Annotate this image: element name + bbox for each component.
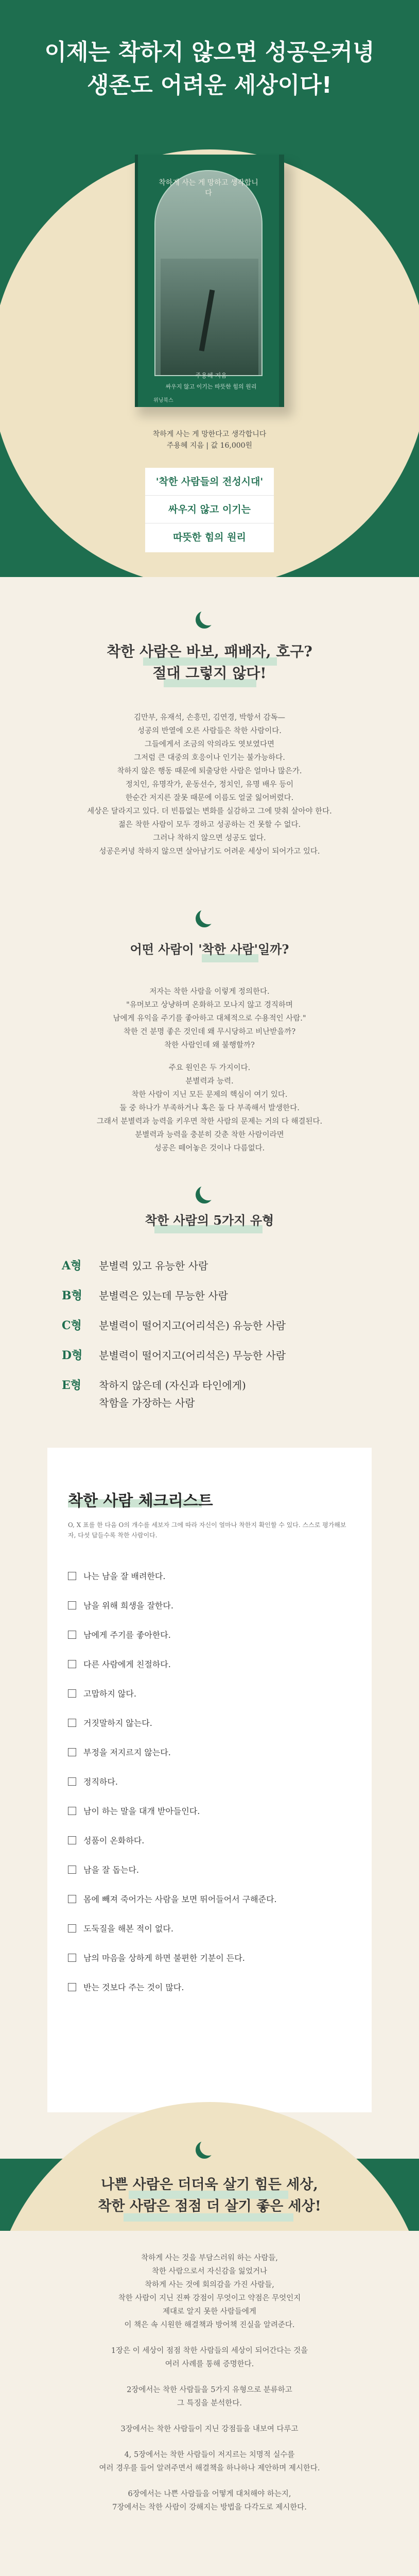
body-line — [0, 1052, 419, 1061]
hero-section — [0, 0, 419, 577]
section1-body — [0, 711, 419, 858]
section2-heading: 어떤 사람이 '착한 사람'일까? — [130, 942, 289, 957]
book-cover-subtitle: 싸우지 않고 이기는 따뜻한 힘의 원리 — [165, 383, 257, 390]
checklist-title: 착한 사람 체크리스트 — [68, 1492, 213, 1510]
body-line: 2장에서는 착한 사람들을 5가지 유형으로 분류하고 — [127, 2386, 292, 2394]
checklist-item-label: 고맙하지 않다. — [83, 1689, 136, 1699]
section1-heading — [0, 641, 419, 684]
checklist-item[interactable] — [68, 1737, 351, 1767]
type-description: 분별력이 떨어지고(어리석은) 유능한 사람 — [99, 1319, 286, 1332]
checklist-item[interactable] — [68, 1972, 351, 2002]
checklist-item-label: 부정을 저지르지 않는다. — [83, 1748, 171, 1757]
checklist-item-label: 남이 하는 말을 대개 받아들인다. — [83, 1806, 200, 1816]
type-description-line: 착하지 않은데 (자신과 타인에게) — [99, 1379, 246, 1392]
type-row — [62, 1287, 371, 1304]
type-letter: A형 — [62, 1259, 82, 1273]
body-line: 착한 사람이 지닌 모든 문제의 핵심이 여기 있다. — [131, 1091, 288, 1099]
body-line: 그 특징을 분석한다. — [177, 2399, 242, 2408]
checklist-item-label: 남을 잘 돕는다. — [83, 1865, 139, 1875]
body-line: 성공은커녕 착하지 않으면 살아남기도 어려운 세상이 되어가고 있다. — [99, 848, 320, 856]
crescent-moon-icon — [200, 1183, 217, 1200]
tagline-box — [145, 468, 274, 552]
checklist-item-label: 남의 마음을 상하게 하면 불편한 기분이 든다. — [83, 1953, 245, 1963]
body-line: 착한 사람으로서 자신감을 잃었거나 — [152, 2267, 267, 2276]
checkbox[interactable] — [68, 1895, 76, 1903]
type-letter: E형 — [62, 1379, 82, 1392]
checkbox[interactable] — [68, 1601, 76, 1609]
body-line: 젊은 착한 사람이 모두 경하고 성공하는 건 못할 수 없다. — [118, 821, 301, 829]
hero-title-line1: 이제는 착하지 않으면 성공은커녕 — [44, 39, 375, 65]
tagline-line: 따뜻한 힘의 원리 — [173, 532, 246, 543]
body-line: 제대로 알지 못한 사람들에게 — [163, 2308, 256, 2316]
body-line — [0, 2371, 419, 2383]
checklist-item[interactable] — [68, 1884, 351, 1913]
section4-heading-line2: 착한 사람은 점점 더 살기 좋은 세상! — [98, 2198, 321, 2214]
checkbox[interactable] — [68, 1807, 76, 1815]
checkbox[interactable] — [68, 1748, 76, 1756]
body-line: 분별력과 능력을 충분히 갖춘 착한 사람이라면 — [135, 1131, 284, 1139]
checklist-items — [68, 1561, 351, 2002]
checklist-item[interactable] — [68, 1620, 351, 1649]
book-cover-title: 착하게 사는 게 망하고 생각합니다 — [159, 179, 258, 197]
type-row — [62, 1257, 371, 1275]
checklist-item[interactable] — [68, 1767, 351, 1796]
hero-title-line2: 생존도 어려운 세상이다! — [87, 72, 332, 98]
section2-body — [0, 985, 419, 1155]
checkbox[interactable] — [68, 1689, 76, 1698]
checklist-item[interactable] — [68, 1796, 351, 1825]
checklist-item-label: 성품이 온화하다. — [83, 1836, 145, 1845]
body-line: 그저럼 큰 대중의 호응이나 인기는 불가능하다. — [134, 754, 285, 762]
checkbox[interactable] — [68, 1836, 76, 1844]
checklist-item-label: 남에게 주기를 좋아한다. — [83, 1630, 171, 1640]
body-line — [0, 2410, 419, 2422]
checklist-item[interactable] — [68, 1943, 351, 1972]
body-line — [0, 2475, 419, 2487]
type-row — [62, 1347, 371, 1364]
checkbox[interactable] — [68, 1924, 76, 1933]
crescent-moon-icon — [200, 907, 217, 924]
body-line: 여러 경우를 들어 알려주면서 해결책을 하나하나 제안하며 제시한다. — [99, 2464, 320, 2472]
type-letter: C형 — [62, 1319, 82, 1332]
checklist-item[interactable] — [68, 1561, 351, 1590]
checklist-item[interactable] — [68, 1913, 351, 1943]
type-description: 분별력이 떨어지고(어리석은) 무능한 사람 — [99, 1349, 286, 1362]
body-line: 정치인, 유명작가, 운동선수, 정치인, 유명 배우 등이 — [125, 781, 294, 789]
body-line — [0, 2332, 419, 2344]
crescent-moon-icon — [200, 608, 217, 625]
checkbox[interactable] — [68, 1660, 76, 1668]
body-line: 착한 사람이 지닌 진짜 강점이 무엇이고 약점은 무엇인지 — [118, 2294, 301, 2302]
section4-heading-line1: 나쁜 사람은 더더욱 살기 힘든 세상, — [101, 2177, 318, 2193]
body-line: 이 책은 속 시원한 해결책과 방어책 진실을 알려준다. — [124, 2321, 295, 2329]
checkbox[interactable] — [68, 1866, 76, 1874]
checkbox[interactable] — [68, 1777, 76, 1786]
body-line: 남에게 유익을 주기를 좋아하고 대체적으로 수용적인 사람." — [113, 1014, 306, 1023]
body-line: 둘 중 하나가 부족하거나 혹은 둘 다 부족해서 발생한다. — [119, 1104, 300, 1112]
type-description: 분별력 있고 유능한 사람 — [99, 1260, 208, 1272]
section4-heading — [0, 2174, 419, 2217]
checklist-item[interactable] — [68, 1649, 351, 1679]
body-line: 착한 건 분명 좋은 것인데 왜 무시당하고 비난받을까? — [123, 1028, 296, 1036]
body-line: 그래서 분별력과 능력을 키우면 착한 사람의 문제는 거의 다 해결된다. — [96, 1117, 323, 1126]
body-line: 4, 5장에서는 착한 사람들이 저지르는 치명적 실수를 — [124, 2451, 295, 2459]
body-line: 그들에게서 조금의 악의라도 엿보였다면 — [145, 740, 274, 749]
checklist-item[interactable] — [68, 1855, 351, 1884]
checklist-item-label: 다른 사람에게 친절하다. — [83, 1659, 171, 1669]
checklist-item-label: 몸에 빼져 죽어가는 사람을 보면 뛰어들어서 구해준다. — [83, 1894, 277, 1904]
checklist-description: O, X 표를 한 다음 O의 개수를 세보자 그에 따라 자신이 얼마나 착한지 확인할 수 있다. 스스로 평가해보자, 다섯 답들수록 착한 사람이다. — [68, 1521, 346, 1539]
body-line: 분별력과 능력. — [185, 1077, 234, 1086]
body-line: 세상은 달라지고 있다. 더 빈틈없는 변화를 실감하고 그에 맞춰 살아야 한다. — [87, 807, 332, 816]
hero-title — [0, 36, 419, 102]
type-row — [62, 1377, 371, 1412]
body-line: 한순간 저지른 잘못 때문에 이름도 얼굴 잃어버렸다. — [125, 794, 294, 802]
body-line: 여러 사례를 통해 증명한다. — [165, 2360, 254, 2368]
section1-heading-line2: 절대 그렇지 않다! — [152, 665, 267, 682]
book-cover-publisher: 위닝북스 — [153, 398, 173, 403]
checklist-item[interactable] — [68, 1590, 351, 1620]
types-list — [62, 1257, 371, 1424]
checklist-item[interactable] — [68, 1679, 351, 1708]
body-line: 성공은 떼어놓은 것이나 다름없다. — [154, 1144, 265, 1153]
body-line: 저자는 착한 사람을 이렇게 정의한다. — [149, 988, 270, 996]
body-line: 6장에서는 나쁜 사람들을 어떻게 대처해야 하는지, — [128, 2490, 291, 2498]
checklist-item-label: 정직하다. — [83, 1777, 118, 1787]
body-line: "유머보고 상냥하며 온화하고 모나지 않고 경직하며 — [126, 1001, 293, 1009]
body-line: 주요 원인은 두 가지이다. — [168, 1064, 251, 1072]
checkbox[interactable] — [68, 1719, 76, 1727]
body-line: 김만부, 유재석, 손흥민, 김연경, 박항서 감독— — [133, 714, 286, 722]
checklist-item-label: 나는 남을 잘 배려한다. — [83, 1571, 166, 1581]
section1-heading-line1: 착한 사람은 바보, 패배자, 호구? — [107, 643, 312, 660]
checklist-item[interactable] — [68, 1825, 351, 1855]
body-line — [0, 2436, 419, 2448]
checklist-card — [47, 1448, 372, 2112]
type-letter: B형 — [62, 1289, 82, 1302]
checkbox[interactable] — [68, 1983, 76, 1991]
body-line: 성공의 반열에 오른 사람들은 착한 사람이다. — [137, 727, 282, 735]
book-spine — [135, 155, 138, 407]
section4-body — [0, 2251, 419, 2514]
checklist-item-label: 도둑질을 해본 적이 없다. — [83, 1924, 173, 1934]
book-caption-price: 주용혜 지음 | 값 16,000원 — [166, 442, 253, 450]
checklist-item-label: 거짓말하지 않는다. — [83, 1718, 152, 1728]
body-line: 7장에서는 착한 사람이 강해지는 방법을 다각도로 제시한다. — [112, 2503, 307, 2512]
type-description-line: 착함을 가장하는 사람 — [99, 1397, 195, 1409]
tagline-line: 싸우지 않고 이기는 — [145, 496, 274, 523]
body-line: 착하게 사는 것에 회의감을 가진 사람들, — [145, 2281, 274, 2289]
type-description: 분별력은 있는데 무능한 사람 — [99, 1290, 228, 1302]
type-letter: D형 — [62, 1349, 83, 1362]
body-line: 그러나 착하지 않으면 성공도 없다. — [153, 834, 266, 842]
book-cover-author: 주용혜 지음 — [195, 372, 227, 379]
book-caption — [0, 429, 419, 451]
type-description — [99, 1377, 246, 1412]
type-row — [62, 1317, 371, 1334]
body-line: 착하지 않은 행동 때문에 퇴출당한 사람은 얼마나 많은가. — [117, 767, 302, 775]
checkbox[interactable] — [68, 1572, 76, 1580]
checklist-item[interactable] — [68, 1708, 351, 1737]
checkbox[interactable] — [68, 1954, 76, 1962]
tagline-line: '착한 사람들의 전성시대' — [145, 468, 274, 496]
book-caption-title: 착하게 사는 게 망한다고 생각합니다 — [152, 430, 267, 438]
body-line: 1장은 이 세상이 점점 착한 사람들의 세상이 되어간다는 것을 — [111, 2347, 308, 2355]
body-line: 3장에서는 착한 사람들이 지닌 강점들을 내보여 다루고 — [120, 2425, 299, 2433]
checkbox[interactable] — [68, 1631, 76, 1639]
body-line: 착하게 사는 것을 부담스러워 하는 사람들, — [141, 2254, 278, 2262]
book-cover-art — [154, 170, 263, 376]
checklist-item-label: 남을 위해 희생을 잘한다. — [83, 1601, 173, 1611]
body-line: 착한 사람인데 왜 불행할까? — [164, 1041, 255, 1049]
section3-heading: 착한 사람의 5가지 유형 — [145, 1213, 274, 1228]
crescent-moon-icon — [200, 2138, 217, 2156]
checklist-item-label: 반는 것보다 주는 것이 많다. — [83, 1982, 184, 1992]
